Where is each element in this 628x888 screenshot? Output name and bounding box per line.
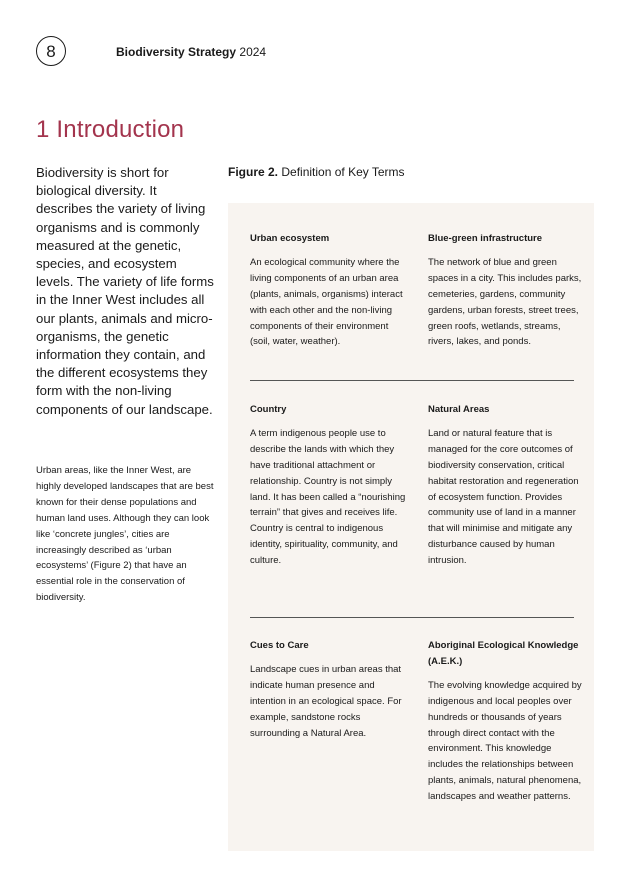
term-definition: A term indigenous people use to describe the lands with which they have traditional attachment or relationship. Country is not simply land. It has been called a “nourishing terrain” that gives and receives life. Country is central to indigenous identity, spirituality, community, and culture.	[250, 427, 406, 567]
term-cues-to-care	[250, 638, 406, 741]
term-title: Country	[250, 404, 287, 415]
term-country	[250, 402, 406, 569]
figure-label: Figure 2.	[228, 165, 279, 179]
page-number-badge	[36, 36, 66, 66]
term-urban-ecosystem	[250, 231, 406, 350]
figure-caption-text: Definition of Key Terms	[281, 165, 405, 179]
intro-body-paragraph: Urban areas, like the Inner West, are highly developed landscapes that are best known for their dense populations and human land uses. Although they can look like ‘concrete jungles’, cities are increasingly described as ‘urban ecosystems’ (Figure 2) that have an essential role in the conservation of biodiversity.	[36, 465, 214, 604]
divider	[250, 617, 574, 618]
divider	[250, 380, 574, 381]
term-blue-green-infrastructure	[428, 231, 584, 350]
section-title: 1 Introduction	[36, 116, 185, 143]
term-definition: Landscape cues in urban areas that indicate human presence and intention in an ecological space. For example, sandstone rocks surrounding a Natural Area.	[250, 663, 402, 739]
document-title: Biodiversity Strategy	[116, 45, 237, 59]
term-natural-areas	[428, 402, 584, 569]
term-definition: The network of blue and green spaces in a city. This includes parks, cemeteries, gardens, community gardens, urban forests, street trees, green roofs, wetlands, streams, rivers, lakes, and ponds.	[428, 256, 582, 348]
term-definition: Land or natural feature that is managed for the core outcomes of biodiversity conservation, critical habitat restoration and regeneration of ecosystem function. Provides community use of land in a manner that will minimise and mitigate any disturbance caused by human intrusion.	[428, 427, 579, 567]
figure-caption	[228, 165, 405, 179]
term-title: Blue-green infrastructure	[428, 233, 543, 244]
term-title: Urban ecosystem	[250, 233, 330, 244]
page-number: 8	[46, 41, 56, 61]
term-definition: The evolving knowledge acquired by indigenous and local peoples over hundreds or thousands of years through direct contact with the environment. This knowledge includes the relationships between plants, animals, natural phenomena, landscapes and weather patterns.	[428, 679, 582, 803]
document-header	[116, 45, 266, 59]
term-definition: An ecological community where the living components of an urban area (plants, animals, organisms) interact with each other and the non-living components of their environment (soil, water, weather).	[250, 256, 403, 348]
key-terms-panel	[228, 203, 594, 851]
intro-lead-paragraph: Biodiversity is short for biological diversity. It describes the variety of living organisms and is commonly measured at the genetic, species, and ecosystem levels. The variety of life forms in the Inner West includes all our plants, animals and micro-organisms, the genetic information they contain, and the different ecosystems they form with the non-living components of our landscape.	[36, 165, 214, 417]
document-year: 2024	[239, 45, 267, 59]
term-title: Aboriginal Ecological Knowledge (A.E.K.)	[428, 640, 579, 667]
term-title: Natural Areas	[428, 404, 490, 415]
term-aboriginal-ecological-knowledge	[428, 638, 584, 805]
term-title: Cues to Care	[250, 640, 309, 651]
